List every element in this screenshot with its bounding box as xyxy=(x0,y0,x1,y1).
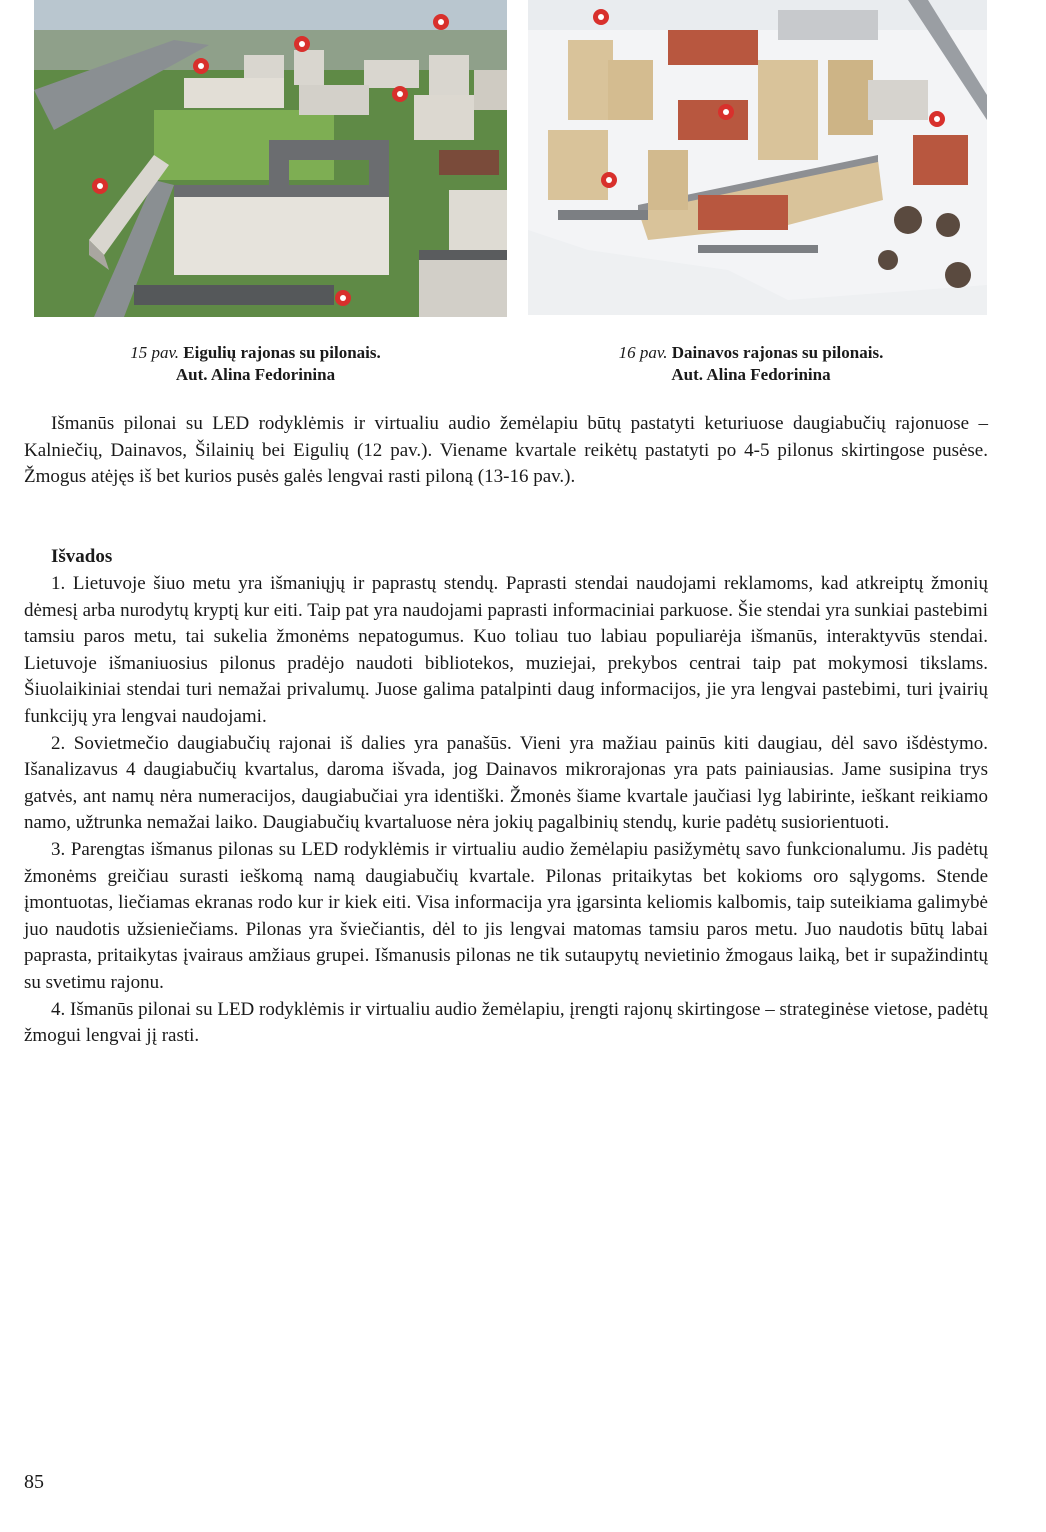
figure-16-photo xyxy=(528,0,987,315)
conclusions-list xyxy=(24,571,988,1050)
figure-15-title: Eigulių rajonas su pilonais. xyxy=(183,343,381,362)
figure-16-caption xyxy=(528,342,974,386)
conclusions-heading: Išvados xyxy=(51,546,113,567)
conclusion-item: 1. Lietuvoje šiuo metu yra išmaniųjų ir paprastų stendų. Paprasti stendai naudojami reklamoms, kad atkreiptų žmonių dėmesį arba nurodytų kryptį kur eiti. Taip pat yra naudojami paprasti informaciniai parkuose. Šie stendai yra sunkiai pastebimi tamsiu paros metu, tai sukelia žmonėms nepatogumus. Kuo toliau tuo labiau populiarėja išmanūs, interaktyvūs stendai. Lietuvoje išmaniuosius pilonus pradėjo naudoti bibliotekos, muziejai, prekybos centrai taip pat mokymosi tikslams. Šiuolaikiniai stendai turi nemažai privalumų. Juose galima patalpinti daug informacijos, jie yra lengvai pastebimi, turi įvairių funkcijų yra lengvai naudojami. xyxy=(24,573,988,727)
figure-15-number: 15 pav. xyxy=(130,343,180,362)
page-number: 85 xyxy=(24,1471,44,1493)
intro-section xyxy=(24,411,988,491)
conclusion-item: 2. Sovietmečio daugiabučių rajonai iš dalies yra panašūs. Vieni yra mažiau painūs kiti daugiau, dėl savo išdėstymo. Išanalizavus 4 daugiabučių kvartalus, daroma išvada, jog Dainavos mikrorajonas yra pats painiausias. Jame susipina trys gatvės, ant namų nėra numeracijos, daugiabučiai yra identiški. Žmonės šiame kvartale jaučiasi lyg labirinte, ieškant reikiamo namo, užtrunka nemažai laiko. Daugiabučių kvartaluose nėra jokių pagalbinių stendų, kurie padėtų susiorientuoti. xyxy=(24,732,988,834)
conclusion-item: 4. Išmanūs pilonai su LED rodyklėmis ir virtualiu audio žemėlapiu, įrengti rajonų skirtingose – strateginėse vietose, padėtų žmogui lengvai jį rasti. xyxy=(24,998,988,1047)
figure-16-number: 16 pav. xyxy=(618,343,668,362)
figure-16-author: Aut. Alina Fedorinina xyxy=(671,365,831,384)
figure-16-title: Dainavos rajonas su pilonais. xyxy=(671,343,884,362)
figure-15-author: Aut. Alina Fedorinina xyxy=(175,365,336,384)
figure-15-caption xyxy=(34,342,477,386)
intro-paragraph: Išmanūs pilonai su LED rodyklėmis ir virtualiu audio žemėlapiu būtų pastatyti keturiuose daugiabučių rajonuose – Kalniečių, Dainavos, Šilainių bei Eigulių (12 pav.). Viename kvartale reikėtų pastatyti po 4-5 pilonus skirtingose pusėse. Žmogus atėjęs iš bet kurios pusės galės lengvai rasti piloną (13-16 pav.). xyxy=(24,413,988,488)
figure-15-photo xyxy=(34,0,507,317)
eiguliu-aerial-image xyxy=(34,0,507,317)
dainavos-aerial-image xyxy=(528,0,987,315)
conclusion-item: 3. Parengtas išmanus pilonas su LED rodyklėmis ir virtualiu audio žemėlapiu pasižymėtų savo funkcionalumu. Jis padėtų žmonėms greičiau surasti ieškomą namą daugiabučių kvartale. Pilonas pritaikytas bet kokioms oro sąlygoms. Stende įmontuotas, liečiamas ekranas rodo kur ir kiek eiti. Visa informacija yra įgarsinta keliomis kalbomis, taip suteikiama galimybė juo naudotis užsieniečiams. Pilonas yra šviečiantis, dėl to jis lengvai matomas tamsiu paros metu. Juo naudotis būtų labai paprasta, pritaikytas įvairaus amžiaus grupei. Išmanusis pilonas ne tik sutaupytų nevietinio žmogaus laiką, bet ir supažindintų su svetimu rajonu. xyxy=(24,838,988,993)
